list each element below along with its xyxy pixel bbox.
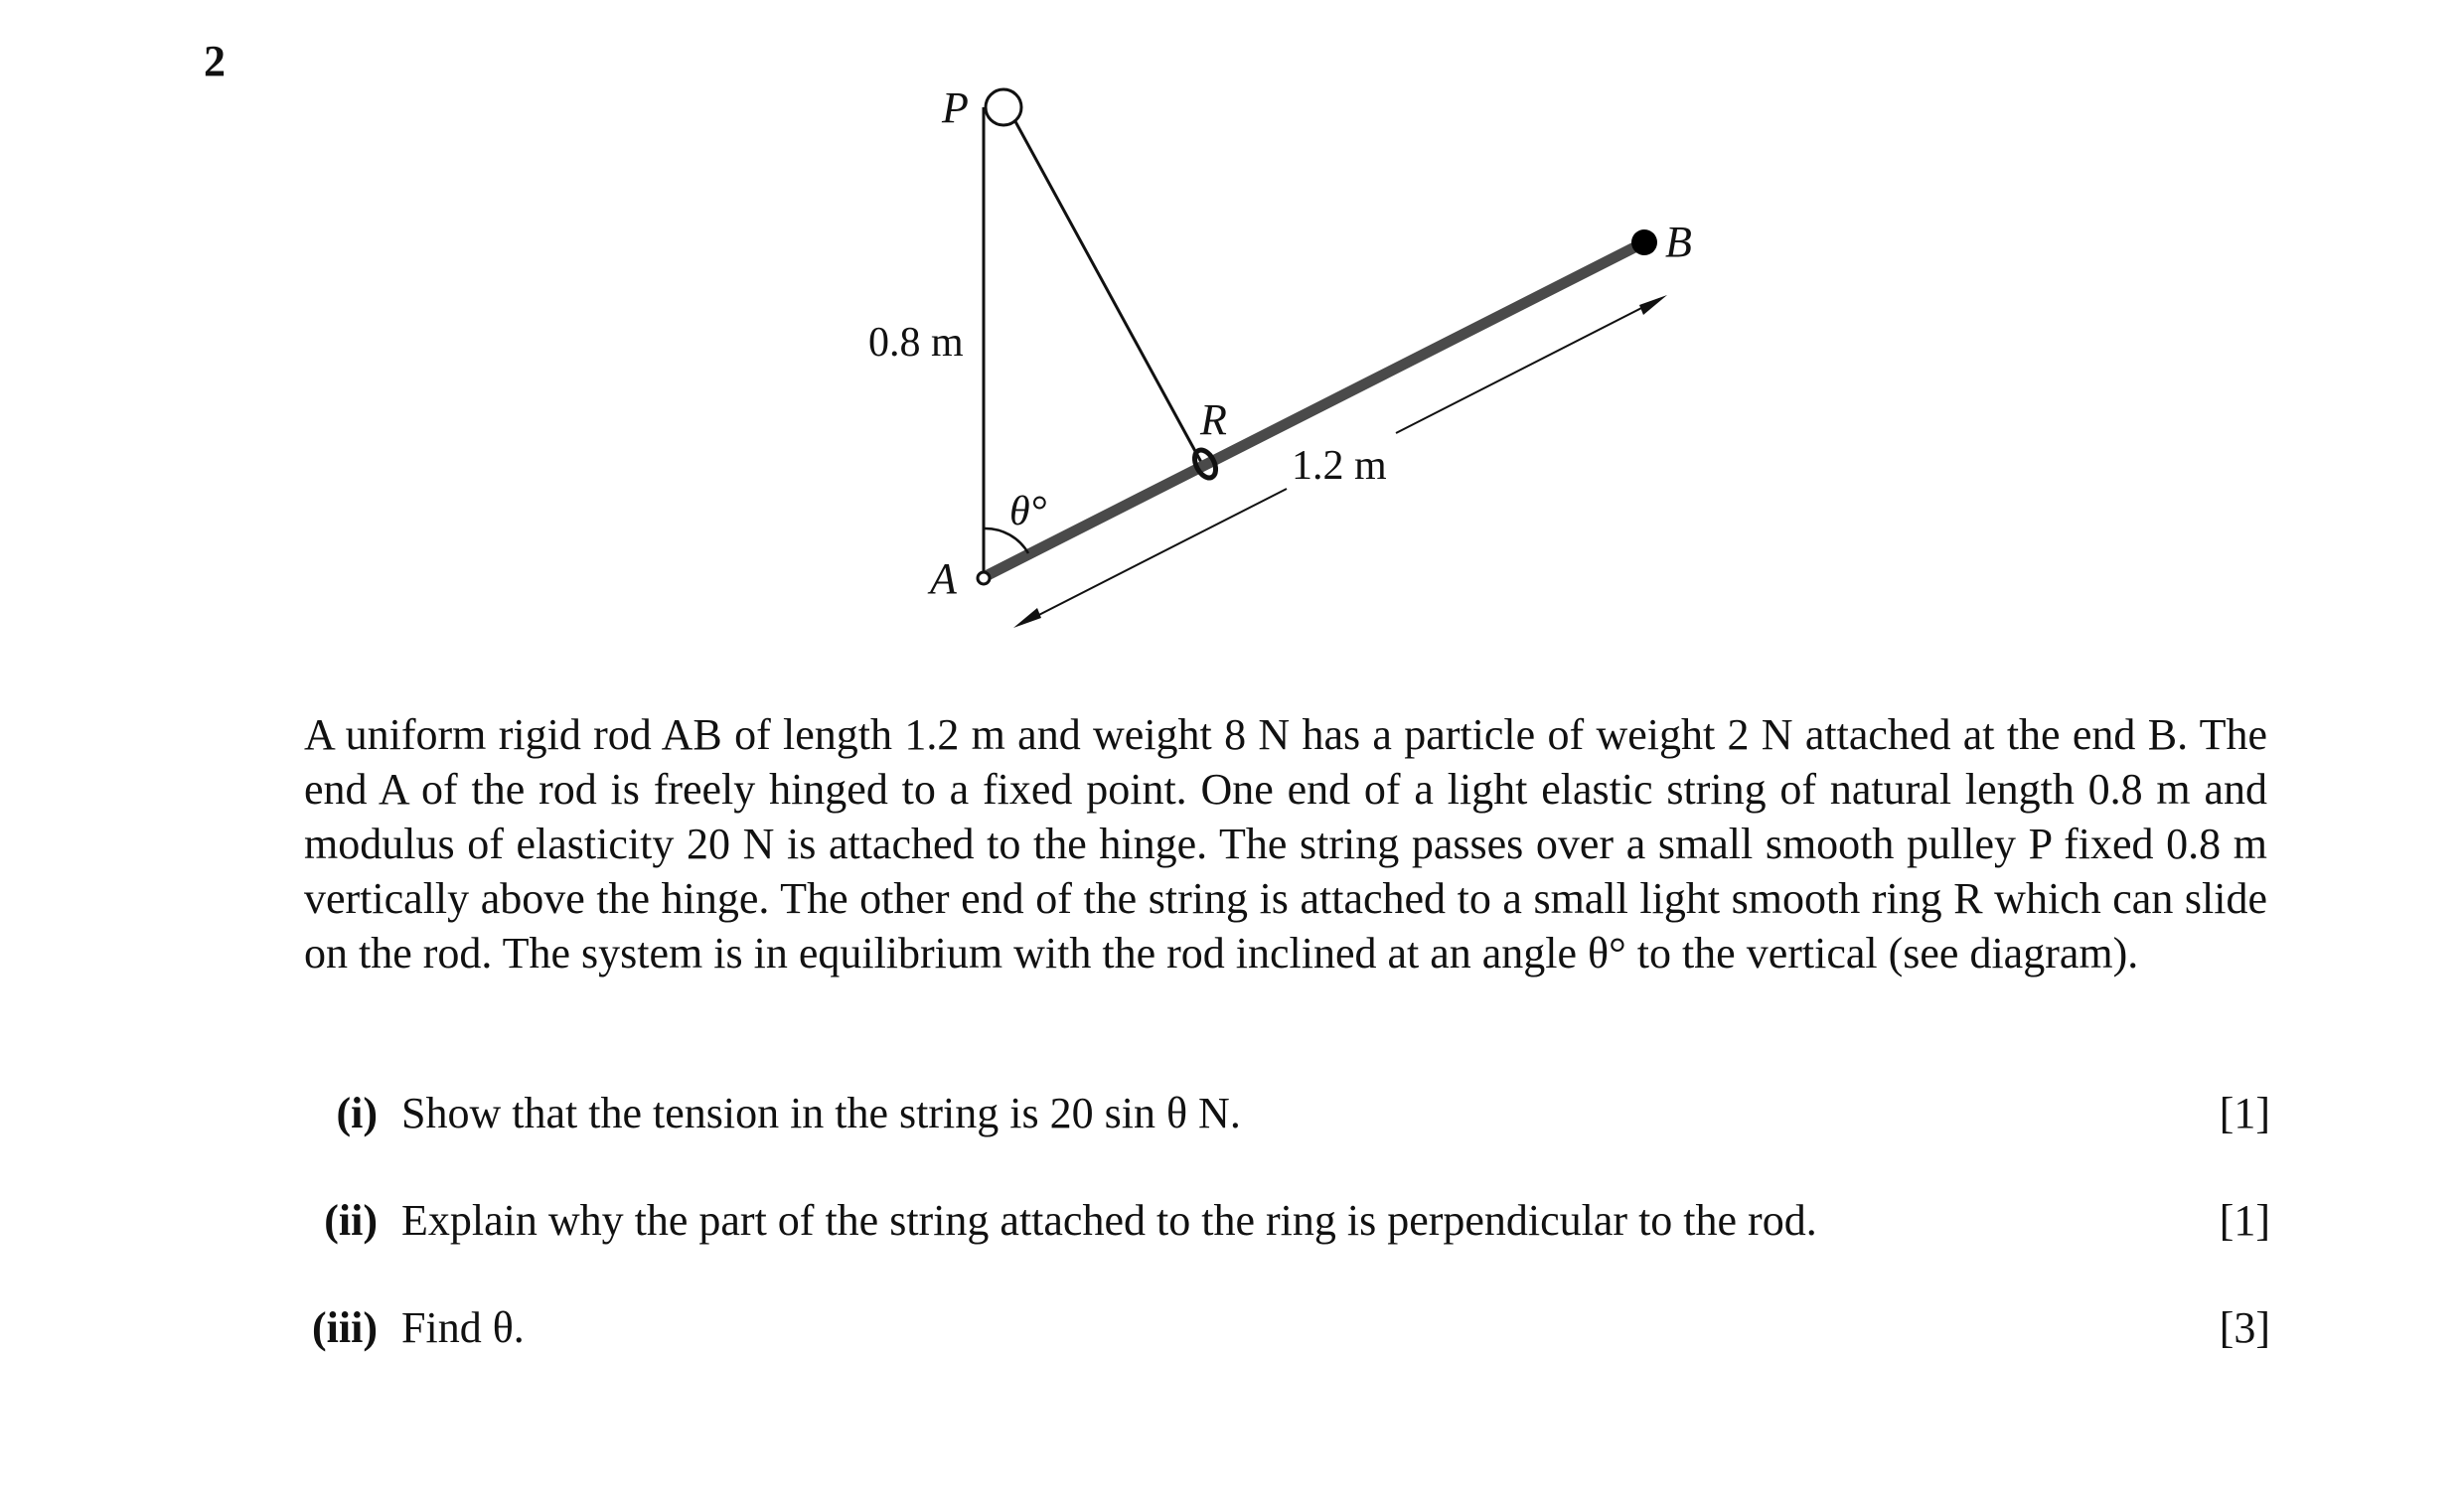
part-i-text: Show that the tension in the string is 20 sin θ N.	[401, 1089, 1241, 1137]
label-vertical-length: 0.8 m	[868, 320, 964, 366]
question-stem: A uniform rigid rod AB of length 1.2 m and weight 8 N has a particle of weight 2 N attached at the end B. The end A of the rod is freely hinged to a fixed point. One end of a light elastic string of natural length 0.8 m and modulus of elasticity 20 N is attached to the hinge. The string passes over a small smooth pulley P fixed 0.8 m vertically above the hinge. The other end of the string is attached to a small light smooth ring R which can slide on the rod. The system is in equilibrium with the rod inclined at an angle θ° to the vertical (see diagram).	[304, 710, 2267, 978]
rod-ab	[986, 242, 1644, 576]
dimension-line-upper	[1396, 299, 1659, 433]
part-i	[0, 1084, 2464, 1143]
label-r: R	[1200, 395, 1227, 444]
part-ii-label: (ii)	[324, 1196, 378, 1245]
part-iii-marks: [3]	[2219, 1303, 2270, 1352]
part-i-label: (i)	[336, 1089, 378, 1137]
label-a: A	[930, 554, 957, 603]
label-rod-length: 1.2 m	[1292, 443, 1387, 489]
dimension-arrowhead-upper	[1639, 295, 1667, 315]
sloping-string-segment	[1011, 114, 1202, 464]
part-ii	[0, 1191, 2464, 1251]
part-ii-text: Explain why the part of the string attached to the ring is perpendicular to the rod.	[401, 1196, 1817, 1245]
part-iii-text: Find θ.	[401, 1303, 525, 1352]
label-b: B	[1665, 218, 1692, 266]
part-ii-marks: [1]	[2219, 1196, 2270, 1245]
label-p: P	[942, 83, 969, 132]
dimension-arrowhead-lower	[1013, 608, 1041, 628]
question-number: 2	[204, 37, 226, 85]
mechanics-diagram	[0, 0, 2464, 695]
dimension-line-lower	[1021, 489, 1287, 624]
part-iii	[0, 1298, 2464, 1358]
hinge-a	[978, 572, 990, 584]
part-i-marks: [1]	[2219, 1089, 2270, 1137]
pulley-p	[986, 89, 1021, 125]
part-iii-label: (iii)	[312, 1303, 378, 1352]
label-angle: θ°	[1009, 489, 1047, 534]
particle-b	[1631, 229, 1657, 255]
